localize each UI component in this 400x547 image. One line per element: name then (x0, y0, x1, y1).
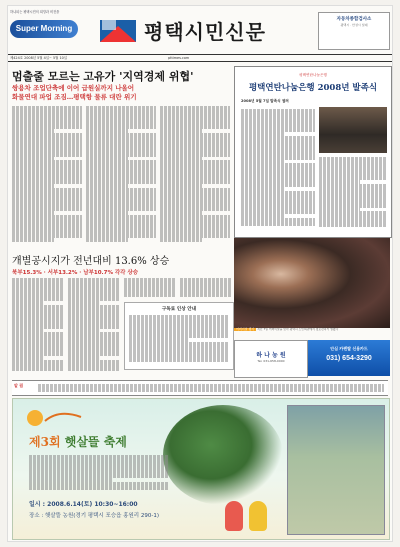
festival-ad[interactable] (12, 398, 390, 540)
caption-text: 지난 7일 어버이날을 맞아 평택시 노인회관에서 경로잔치가 열렸다 (257, 327, 339, 331)
right-story-body-1 (241, 109, 315, 229)
rental-ad[interactable] (308, 340, 390, 376)
text-line (129, 358, 229, 362)
second-body-col-3 (124, 278, 176, 300)
announcement-text (38, 384, 384, 392)
lead-sub-b: 화물연대 파업 조짐…평택항 물류 대란 위기 (12, 93, 137, 101)
masthead-info-bar (8, 54, 392, 62)
second-sub: 북부15.3% · 서부13.2% · 남부10.7% 각각 상승 (12, 270, 139, 276)
lead-subheads (12, 84, 137, 102)
caption-tag: 어버이날 행사 (236, 327, 255, 331)
masthead-ad-title: 자동차종합검사소 (336, 17, 372, 22)
paper-name: 평택시민신문 (144, 20, 266, 44)
festival-name: 햇살뜰 축제 (64, 435, 127, 449)
newspaper-page (8, 6, 392, 541)
lead-body-col-1 (12, 106, 82, 246)
text-line (124, 294, 176, 298)
text-line (180, 294, 232, 298)
slogan: 하나되는 평택시민의 희망과 비전을 (10, 10, 60, 14)
issue-info: 제424호 2008년 5월 4일~ 5월 10일 (10, 56, 68, 60)
second-body-col-1 (12, 278, 64, 374)
masthead-ad[interactable] (318, 12, 390, 50)
festival-place: 장소 : 햇살뜰 농원(경기 평택시 포승읍 홍원리 290-1) (29, 513, 159, 519)
right-story-sub: 2008년 5월 7일 발족식 열려 (241, 99, 289, 103)
masthead-ad-sub: 평택시 · 안성시 일대 (340, 23, 368, 27)
right-story-kicker: 평택연탄나눔은행 (299, 73, 327, 77)
aerial-map-photo (287, 405, 385, 535)
text-line (319, 223, 387, 227)
paper-logo-icon (100, 18, 138, 44)
site-url[interactable]: pttimes.com (168, 56, 190, 60)
rental-ad-number: 031) 654-3290 (326, 355, 372, 362)
festival-date: 일시 : 2008.6.14(토) 10:30~16:00 (29, 501, 138, 508)
text-line (86, 238, 128, 242)
hana-nursery-ad[interactable] (234, 340, 308, 378)
rental-ad-title: 안심 카렌탈 신용카드 (330, 346, 368, 351)
sun-icon (23, 407, 83, 429)
second-headline: 개별공시지가 전년대비 13.6% 상승 (12, 256, 170, 267)
right-story-body-2 (319, 157, 387, 229)
second-body-col-2 (68, 278, 120, 374)
child-illustration (249, 501, 267, 531)
brand-badge: Super Morning (10, 20, 78, 38)
child-illustration (225, 501, 243, 531)
right-story-photo (319, 107, 387, 153)
lead-body-col-2 (86, 106, 156, 246)
masthead (8, 6, 392, 58)
text-line (12, 367, 64, 371)
festival-title (29, 433, 127, 450)
festival-number: 제3회 (29, 435, 61, 449)
text-line (241, 222, 315, 226)
announcement-label: 알 림 (14, 383, 24, 388)
text-line (12, 238, 54, 242)
elderly-event-photo (234, 238, 390, 328)
lead-sub-a: 쌍용차 조업단축에 이어 급원실까지 나올어 (12, 84, 135, 92)
lead-headline: 멈출줄 모르는 고유가 '지역경제 위협' (12, 70, 194, 83)
text-line (29, 486, 169, 490)
tree-illustration (163, 405, 283, 505)
right-story-box (234, 66, 392, 238)
subscription-notice-title: 구독료 인상 안내 (161, 307, 197, 312)
subscription-notice-box (124, 302, 234, 370)
second-body-col-4 (180, 278, 232, 300)
text-line (160, 238, 202, 242)
text-line (38, 388, 384, 392)
photo-caption (234, 328, 390, 338)
announcement-bar (12, 380, 388, 396)
lead-body-col-3 (160, 106, 230, 246)
right-story-headline: 평택연탄나눔은행 2008년 발족식 (248, 83, 378, 93)
masthead-left (10, 10, 82, 54)
text-line (68, 367, 120, 371)
hana-ad-phone: Tel. 031-658-0000 (257, 359, 285, 363)
subscription-notice-body (129, 315, 229, 363)
hana-ad-title: 하 나 농 원 (256, 352, 286, 359)
festival-description (29, 455, 169, 491)
